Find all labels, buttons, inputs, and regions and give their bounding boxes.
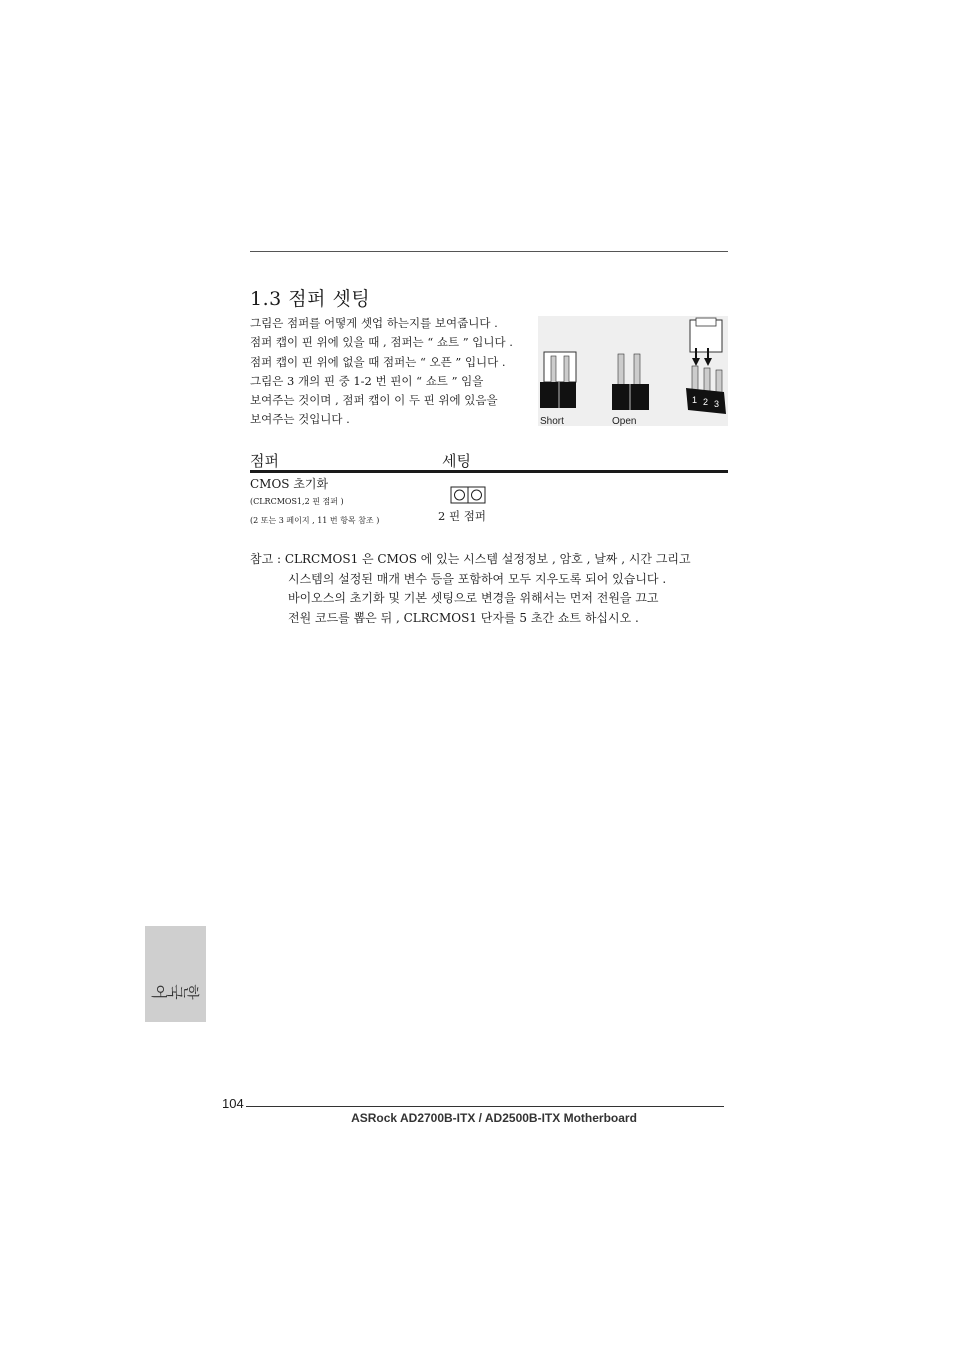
note-block bbox=[250, 550, 691, 628]
footer-rule bbox=[246, 1106, 724, 1107]
two-pin-jumper-label: 2 핀 점퍼 bbox=[438, 509, 486, 523]
jumper-row-sub2: (2 또는 3 페이지 , 11 번 항목 참조 ) bbox=[250, 516, 380, 525]
table-header-jumper: 점퍼 bbox=[250, 452, 279, 470]
short-jumper-graphic bbox=[540, 352, 576, 408]
open-jumper-graphic bbox=[612, 354, 649, 410]
page-number: 104 bbox=[222, 1096, 244, 1111]
jumper-figure bbox=[538, 316, 728, 426]
intro-line: 보여주는 것이며 , 점퍼 캡이 이 두 핀 위에 있음을 bbox=[250, 393, 498, 408]
note-line: 참고 : CLRCMOS1 은 CMOS 에 있는 시스템 설정정보 , 암호 , 날짜 , 시간 그리고 bbox=[250, 552, 691, 566]
intro-line: 점퍼 캡이 핀 위에 있을 때 , 점퍼는 “ 쇼트 ” 입니다 . bbox=[250, 335, 513, 350]
language-side-tab bbox=[145, 926, 206, 1022]
jumper-illustration bbox=[538, 316, 728, 426]
intro-line: 보여주는 것입니다 . bbox=[250, 412, 350, 427]
language-label: 한국어 bbox=[151, 981, 200, 1001]
intro-text bbox=[250, 314, 513, 430]
pin-number-1: 1 bbox=[692, 395, 698, 405]
table-header-setting: 세팅 bbox=[442, 452, 471, 470]
note-line: 전원 코드를 뽑은 뒤 , CLRCMOS1 단자를 5 초간 쇼트 하십시오 . bbox=[288, 610, 639, 625]
intro-line: 점퍼 캡이 핀 위에 없을 때 점퍼는 “ 오픈 ” 입니다 . bbox=[250, 354, 506, 369]
pin-number-2: 2 bbox=[703, 397, 709, 407]
top-rule bbox=[250, 251, 728, 252]
intro-line: 그림은 3 개의 핀 중 1-2 번 핀이 “ 쇼트 ” 임을 bbox=[250, 373, 484, 388]
table-header-rule bbox=[250, 470, 728, 473]
two-pin-jumper-icon bbox=[450, 486, 486, 508]
open-label: Open bbox=[612, 416, 637, 426]
note-line: 바이오스의 초기화 및 기본 셋팅으로 변경을 위해서는 먼저 전원을 끄고 bbox=[288, 591, 659, 605]
section-title: 1.3 점퍼 셋팅 bbox=[250, 288, 371, 310]
jumper-row-name: CMOS 초기화 bbox=[250, 477, 329, 491]
pin-number-3: 3 bbox=[714, 399, 720, 409]
short-label: Short bbox=[540, 416, 564, 426]
intro-line: 그림은 점퍼를 어떻게 셋업 하는지를 보여줍니다 . bbox=[250, 316, 498, 330]
note-line: 시스템의 설정된 매개 변수 등을 포함하여 모두 지우도록 되어 있습니다 . bbox=[288, 571, 667, 586]
jumper-row-sub1: (CLRCMOS1,2 핀 점퍼 ) bbox=[250, 497, 344, 506]
footer-product-name: ASRock AD2700B-ITX / AD2500B-ITX Motherboard bbox=[351, 1111, 637, 1125]
